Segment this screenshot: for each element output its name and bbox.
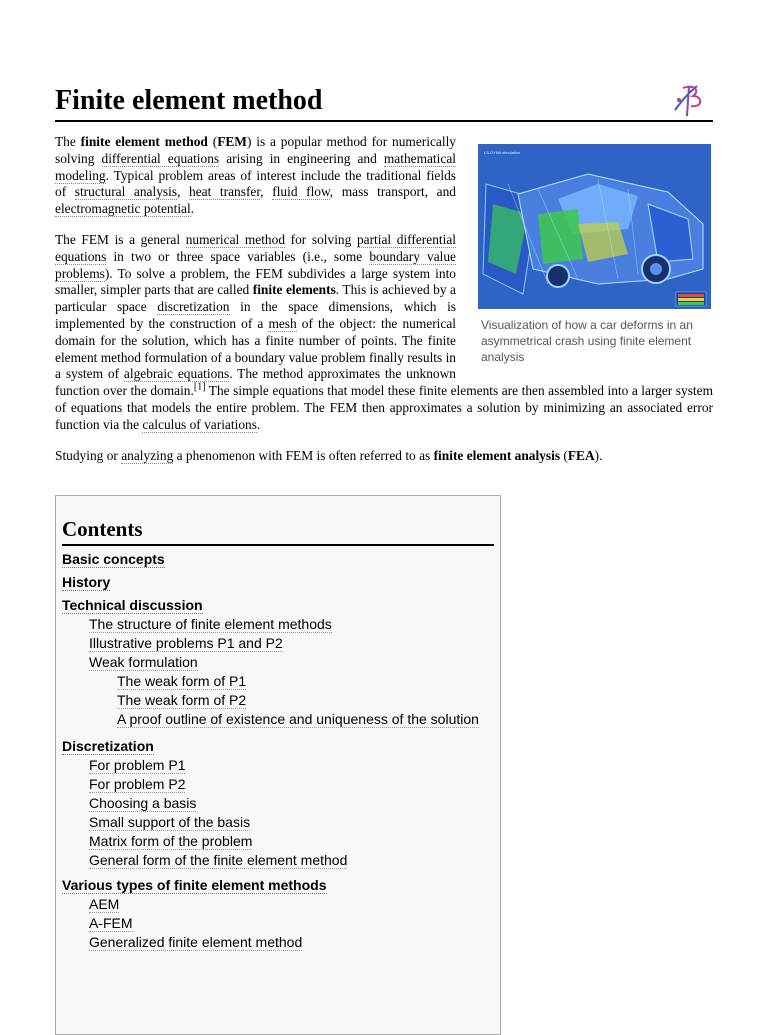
toc-heading: Contents [62, 516, 494, 546]
toc-item-choosing-basis[interactable]: Choosing a basis [89, 795, 197, 811]
toc-item-generalized-fem[interactable]: Generalized finite element method [89, 934, 303, 950]
link-structural-analysis[interactable]: structural analysis [74, 184, 178, 200]
toc-item-technical-discussion[interactable]: Technical discussion [62, 597, 203, 613]
reference-link[interactable]: [1] [193, 381, 206, 393]
toc-item-history[interactable]: History [62, 574, 111, 590]
term-finite-elements: finite elements [252, 282, 336, 298]
link-partial-differential-equations[interactable]: partial differential equations [55, 231, 456, 264]
link-boundary-value-problems[interactable]: boundary value problems [55, 248, 457, 281]
toc-item-aem[interactable]: AEM [89, 896, 120, 912]
link-discretization[interactable]: discretization [157, 299, 230, 315]
article [55, 80, 713, 478]
toc-item-problem-p2[interactable]: For problem P2 [89, 776, 186, 792]
link-fluid-flow[interactable]: fluid flow [272, 184, 330, 200]
toc-item-various-types[interactable]: Various types of finite element methods [62, 877, 327, 893]
toc-item-basic-concepts[interactable]: Basic concepts [62, 551, 165, 567]
link-analyzing[interactable]: analyzing [121, 447, 174, 463]
toc-item-weak-form-p2[interactable]: The weak form of P2 [117, 692, 247, 708]
link-calculus-of-variations[interactable]: calculus of variations [142, 416, 257, 432]
term-fea: finite element analysis [433, 447, 561, 463]
link-electromagnetic-potential[interactable]: electromagnetic potential [55, 201, 191, 217]
link-mathematical-modeling[interactable]: mathematical modeling [55, 150, 456, 183]
intro-paragraph-2: The FEM is a general numerical method for solving partial differential equations in two or three space variables (i.e., some boundary value problems). To solve a problem, the FEM subdivides a large system into smaller, simpler parts that are called finite elements. This is achieved by a particular space discretization in the space dimensions, which is implemented by the construction of a mesh of the object: the numerical domain for the solution, which has a finite number of points. The finite element method formulation of a boundary value problem finally results in a system of algebraic equations. The method approximates the unknown function over the domain.[1] The simple equations that model these finite elements are then assembled into a larger system of equations that models the entire problem. The FEM then approximates a solution by minimizing an associated error function via the calculus of variations. [55, 231, 713, 432]
toc-item-small-support[interactable]: Small support of the basis [89, 814, 251, 830]
table-of-contents [55, 495, 501, 1035]
toc-list [62, 550, 494, 952]
figure-caption: Visualization of how a car deforms in an asymmetrical crash using finite element analysis [481, 317, 693, 364]
toc-item-matrix-form[interactable]: Matrix form of the problem [89, 833, 253, 849]
link-mesh[interactable]: mesh [268, 315, 297, 331]
toc-item-illustrative-problems[interactable]: Illustrative problems P1 and P2 [89, 635, 283, 651]
term-fem: finite element method [80, 134, 208, 149]
car-crash-image[interactable] [478, 144, 711, 309]
page-title [55, 80, 713, 122]
link-heat-transfer[interactable]: heat transfer [189, 184, 261, 200]
svg-text:LS-DYNA simulation: LS-DYNA simulation [484, 150, 521, 155]
toc-item-problem-p1[interactable]: For problem P1 [89, 757, 186, 773]
toc-item-weak-form-p1[interactable]: The weak form of P1 [117, 673, 247, 689]
link-numerical-method[interactable]: numerical method [185, 231, 286, 247]
toc-item-weak-formulation[interactable]: Weak formulation [89, 654, 198, 670]
toc-item-a-fem[interactable]: A-FEM [89, 915, 133, 931]
link-algebraic-equations[interactable]: algebraic equations [123, 366, 230, 382]
wiki-logo-icon [667, 80, 709, 118]
toc-item-structure[interactable]: The structure of finite element methods [89, 616, 332, 632]
figure-car-crash [478, 144, 713, 365]
intro-paragraph-3: Studying or analyzing a phenomenon with FEM is often referred to as finite element analysis (FEA). [55, 447, 603, 463]
toc-item-proof-outline[interactable]: A proof outline of existence and uniqueness of the solution [117, 711, 479, 727]
intro-paragraph-1: The finite element method (FEM) is a popular method for numerically solving differential equations arising in engineering and mathematical modeling. Typical problem areas of interest include the traditional fields of structural analysis, heat transfer, fluid flow, mass transport, and electromagnetic potential. [55, 134, 456, 217]
page-title-text: Finite element method [55, 85, 323, 116]
toc-item-general-form[interactable]: General form of the finite element method [89, 852, 348, 868]
link-differential-equations[interactable]: differential equations [101, 150, 220, 166]
toc-item-discretization[interactable]: Discretization [62, 738, 154, 754]
